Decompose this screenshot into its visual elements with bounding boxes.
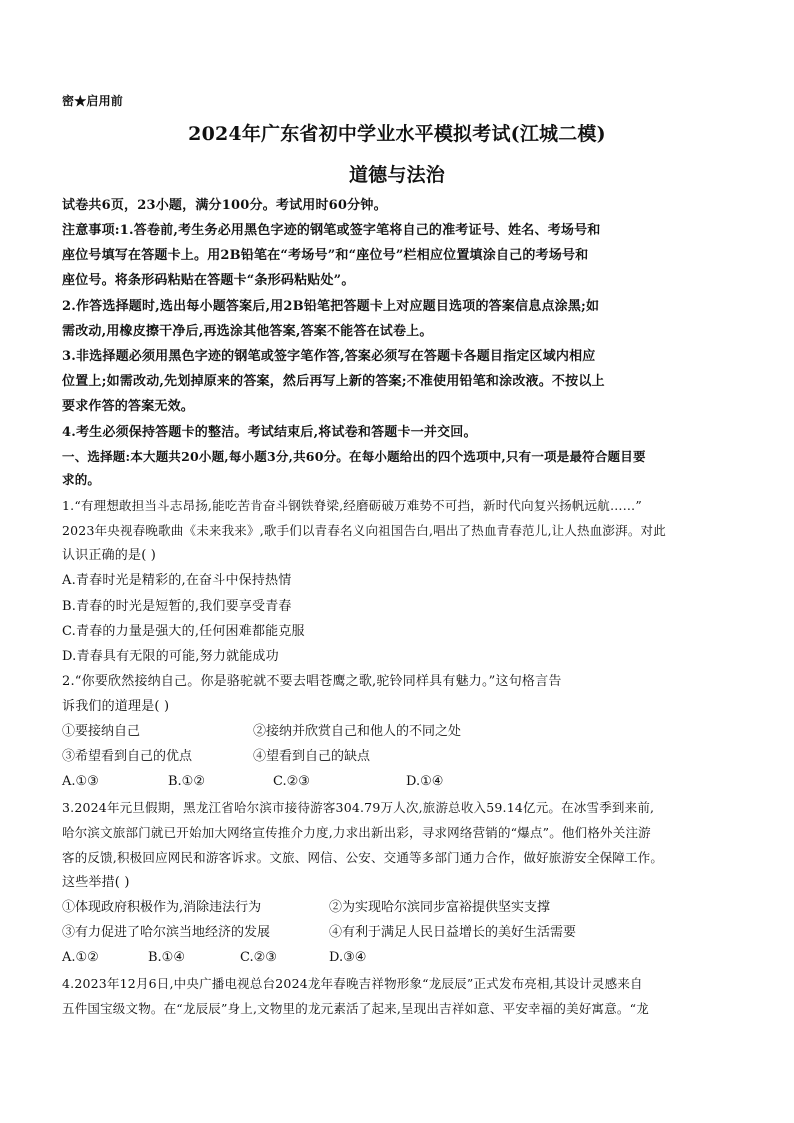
notice-line: 座位号填写在答题卡上。用2B铅笔在“考场号”和“座位号”栏相应位置填涂自己的考场号和 [62, 248, 589, 263]
section-heading: 求的。 [62, 472, 101, 487]
option-b: B.①② [168, 774, 205, 789]
option-d: D.①④ [406, 774, 444, 789]
notice-line: 位置上;如需改动,先划掉原来的答案，然后再写上新的答案;不准使用铅笔和涂改液。不按以上 [62, 374, 605, 389]
statement-1: ①要接纳自己 [62, 724, 141, 739]
option-a: A.①③ [62, 774, 99, 789]
notice-line: 要求作答的答案无效。 [62, 399, 195, 414]
question-stem: 认识正确的是( ) [62, 548, 157, 563]
option-d: D.青春具有无限的可能,努力就能成功 [62, 649, 279, 664]
exam-title: 2024年广东省初中学业水平模拟考试(江城二模) [188, 123, 606, 145]
notice-line: 3.非选择题必须用黑色字迹的钢笔或签字笔作答,答案必须写在答题卡各题目指定区域内相应 [62, 349, 596, 364]
option-b: B.青春的时光是短暂的,我们要享受青春 [62, 599, 292, 614]
question-stem: 这些举措( ) [62, 875, 130, 890]
question-stem: 2023年央视春晚歌曲《未来我来》,歌手们以青春名义向祖国告白,唱出了热血青春范儿,让人热血澎湃。对此 [62, 523, 666, 538]
statement-2: ②接纳并欣赏自己和他人的不同之处 [253, 724, 462, 739]
subject-title: 道德与法治 [348, 164, 445, 186]
statement-3: ③有力促进了哈尔滨当地经济的发展 [62, 925, 271, 940]
question-stem: 五件国宝级文物。在“龙辰辰”身上,文物里的龙元素活了起来,呈现出吉祥如意、平安幸福的美好寓意。“龙 [62, 1001, 649, 1016]
statement-4: ④有利于满足人民日益增长的美好生活需要 [329, 925, 577, 940]
notice-line: 4.考生必须保持答题卡的整洁。考试结束后,将试卷和答题卡一并交回。 [62, 425, 477, 440]
notice-line: 需改动,用橡皮擦干净后,再选涂其他答案,答案不能答在试卷上。 [62, 324, 433, 339]
exam-summary: 试卷共6页，23小题，满分100分。考试用时60分钟。 [62, 198, 387, 213]
question-stem: 1.“有理想敢担当斗志昂扬,能吃苦肯奋斗钢铁脊梁,经磨砺破万难势不可挡，新时代向复兴扬帆远航……” [62, 498, 642, 513]
question-stem: 3.2024年元旦假期，黑龙江省哈尔滨市接待游客304.79万人次,旅游总收入59.14亿元。在冰雪季到来前, [62, 800, 655, 815]
option-a: A.①② [62, 950, 99, 965]
notice-line: 座位号。将条形码粘贴在答题卡“条形码粘贴处”。 [62, 273, 355, 288]
notice-line: 注意事项:1.答卷前,考生务必用黑色字迹的钢笔或签字笔将自己的准考证号、姓名、考场号和 [62, 223, 601, 238]
option-c: C.青春的力量是强大的,任何困难都能克服 [62, 624, 305, 639]
option-c: C.②③ [240, 950, 277, 965]
option-b: B.①④ [148, 950, 185, 965]
question-stem: 诉我们的道理是( ) [62, 699, 170, 714]
statement-2: ②为实现哈尔滨同步富裕提供坚实支撑 [329, 900, 551, 915]
section-heading: 一、选择题:本大题共20小题,每小题3分,共60分。在每小题给出的四个选项中,只有一项是最符合题目要 [62, 449, 646, 464]
question-stem: 哈尔滨文旅部门就已开始加大网络宣传推介力度,力求出新出彩，寻求网络营销的“爆点”。他们格外关注游 [62, 825, 651, 840]
confidential-mark: 密★启用前 [62, 94, 124, 108]
option-d: D.③④ [329, 950, 367, 965]
option-c: C.②③ [273, 774, 310, 789]
statement-1: ①体现政府积极作为,消除违法行为 [62, 900, 262, 915]
option-a: A.青春时光是精彩的,在奋斗中保持热情 [62, 573, 292, 588]
notice-line: 2.作答选择题时,选出每小题答案后,用2B铅笔把答题卡上对应题目选项的答案信息点涂黑;如 [62, 299, 600, 314]
statement-4: ④望看到自己的缺点 [253, 749, 371, 764]
statement-3: ③希望看到自己的优点 [62, 749, 193, 764]
question-stem: 客的反馈,积极回应网民和游客诉求。文旅、网信、公安、交通等多部门通力合作，做好旅游安全保障工作。 [62, 850, 664, 865]
question-stem: 4.2023年12月6日,中央广播电视总台2024龙年春晚吉祥物形象“龙辰辰”正式发布亮相,其设计灵感来自 [62, 976, 643, 991]
question-stem: 2.“你要欣然接纳自己。你是骆驼就不要去唱苍鹰之歌,驼铃同样具有魅力。”这句格言告 [62, 674, 562, 689]
